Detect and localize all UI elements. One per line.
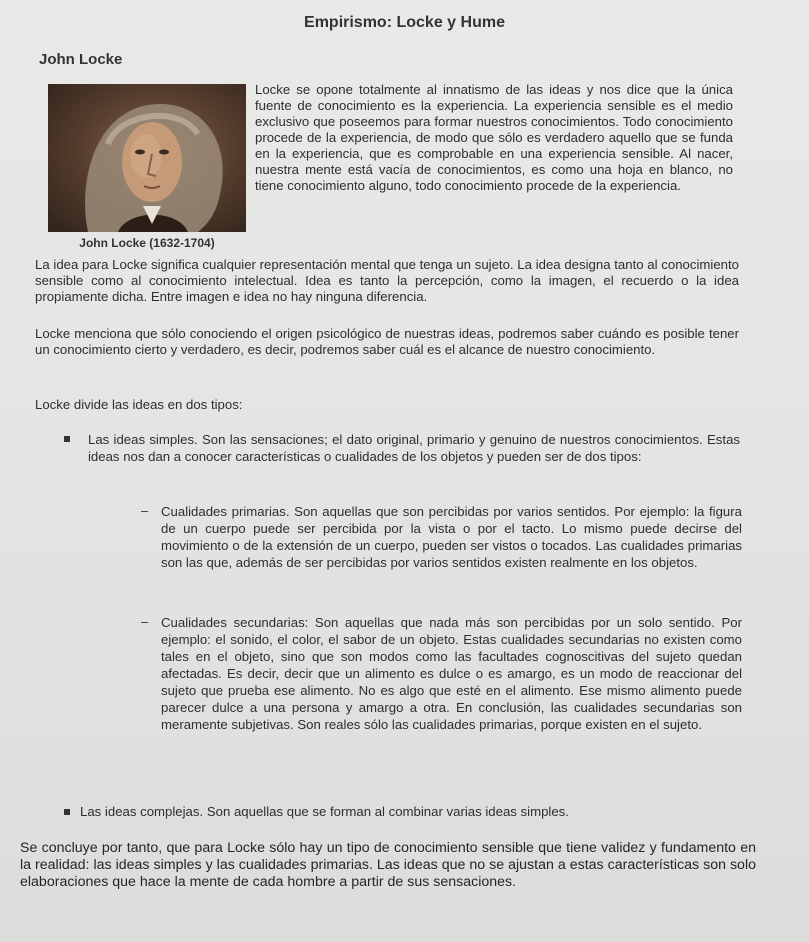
portrait-caption: John Locke (1632-1704) [79,236,215,250]
portrait-illustration [48,84,246,232]
conclusion-paragraph: Se concluye por tanto, que para Locke sólo hay un tipo de conocimiento sensible que tiene validez y fundamento en la realidad: las ideas simples y las cualidades primarias. Las ideas que no se ajustan a estas características son solo elaboraciones que hace la mente de cada hombre a partir de sus sensaciones. [20,840,756,890]
origin-paragraph: Locke menciona que sólo conociendo el origen psicológico de nuestras ideas, podremos saber cuándo es posible tener un conocimiento cierto y verdadero, es decir, podremos saber cuál es el alcance de nuestro conocimiento. [35,326,739,357]
dash-marker: – [141,614,149,629]
bullet-complex-ideas: Las ideas complejas. Son aquellas que se forman al combinar varias ideas simples. [80,804,569,819]
types-paragraph: Locke divide las ideas en dos tipos: [35,397,243,412]
bullet-marker [64,809,70,815]
idea-paragraph: La idea para Locke significa cualquier representación mental que tenga un sujeto. La idea designa tanto al conocimiento sensible como al conocimiento intelectual. Idea es tanto la percepción, como la imagen, el recuerdo o la idea propiamente dicha. Entre imagen e idea no hay ninguna diferencia. [35,257,739,304]
bullet-marker [64,436,70,442]
sub-primary-qualities: Cualidades primarias. Son aquellas que son percibidas por varios sentidos. Por ejemplo: la figura de un cuerpo puede ser percibida por la vista o por el tacto. Lo mismo puede decirse del movimiento o de la extensión de un cuerpo, pueden ser vistos o tocados. Las cualidades primarias son las que, además de ser percibidas por varios sentidos existen realmente en los objetos. [161,504,742,570]
page-title: Empirismo: Locke y Hume [304,14,505,31]
intro-paragraph: Locke se opone totalmente al innatismo de las ideas y nos dice que la única fuente de conocimiento es la experiencia. La experiencia sensible es el medio exclusivo que poseemos para formar nuestros conocimientos. Todo conocimiento procede de la experiencia, de modo que sólo es verdadero aquello que se funda en la experiencia, que es comprobable en una experiencia sensible. Al nacer, nuestra mente está vacía de conocimientos, es como una hoja en blanco, no tiene conocimiento alguno, todo conocimiento procede de la experiencia. [255,82,733,193]
portrait-image [48,84,246,232]
bullet-simple-ideas: Las ideas simples. Son las sensaciones; el dato original, primario y genuino de nuestros conocimientos. Estas ideas nos dan a conocer características o cualidades de los objetos y pueden ser de dos tipos: [88,432,740,464]
sub-secondary-qualities: Cualidades secundarias: Son aquellas que nada más son percibidas por un solo sentido. Por ejemplo: el sonido, el color, el sabor de un objeto. Estas cualidades secundarias no existen como tales en el objeto, sino que son modos como las facultades cognoscitivas del sujeto quedan afectadas. Es decir, decir que un alimento es dulce o es amargo, es un modo de reaccionar del sujeto que prueba ese alimento. No es algo que esté en el alimento. Ese mismo alimento puede parecer dulce a una persona y amargo a otra. En conclusión, las cualidades secundarias son meramente subjetivas. Son reales sólo las cualidades primarias, porque existen en el sujeto. [161,615,742,732]
dash-marker: – [141,503,149,518]
section-title: John Locke [39,51,123,68]
